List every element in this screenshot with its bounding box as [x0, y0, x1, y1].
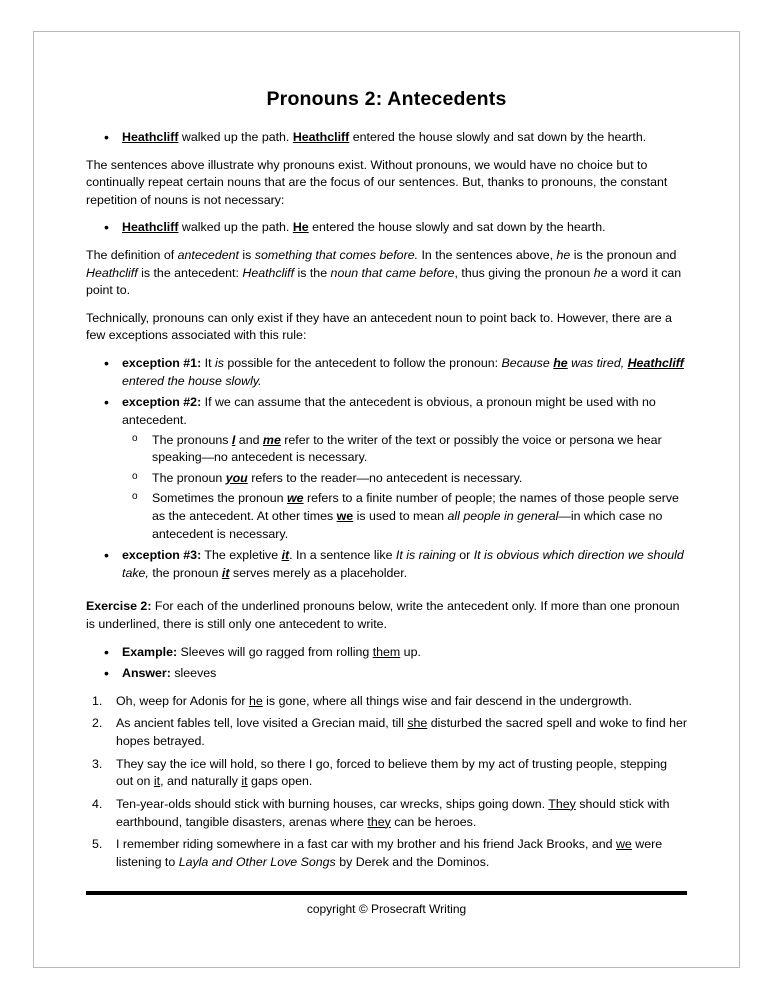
exception-3-text: exception #3: The expletive it. In a sentence like It is raining or It is obvious which direction we should take, the pronoun it serves merely as a placeholder.: [122, 548, 684, 580]
questions-list: [86, 693, 687, 871]
intro-bullet-list: [86, 129, 687, 147]
page-title: Pronouns 2: Antecedents: [266, 88, 507, 110]
list-item: As ancient fables tell, love visited a Grecian maid, till she disturbed the sacred spell and woke to find her hopes betrayed.: [116, 716, 687, 749]
list-item: [86, 129, 687, 147]
paragraph-1: The sentences above illustrate why pronouns exist. Without pronouns, we would have no choice but to continually repeat certain nouns that are the focus of our sentences. But, thanks to pronouns, the constant repetition of nouns is not necessary:: [86, 157, 668, 207]
list-item: o The pronouns I and me refer to the writer of the text or possibly the voice or persona we hear speaking—no antecedent is necessary.: [122, 432, 687, 467]
second-bullet-list: [86, 219, 687, 237]
intro-bullet-text: Heathcliff walked up the path. Heathcliff entered the house slowly and sat down by the hearth.: [122, 130, 647, 144]
list-item: [86, 355, 687, 390]
paragraph-2: The definition of antecedent is something that comes before. In the sentences above, he is the pronoun and Heathcliff is the antecedent: Heathcliff is the noun that came before, thus giving the pronoun he a word it can point to.: [86, 248, 682, 298]
list-item: o The pronoun you refers to the reader—no antecedent is necessary.: [122, 470, 687, 488]
exercise-instructions: Exercise 2: For each of the underlined pronouns below, write the antecedent only. If more than one pronoun is underlined, there is still only one antecedent to write.: [86, 599, 680, 632]
exception-1-text: exception #1: It is possible for the antecedent to follow the pronoun: Because he was tired, Heathcliff entered the house slowly.: [122, 356, 684, 388]
paragraph-3: Technically, pronouns can only exist if they have an antecedent noun to point back to. However, there are a few exceptions associated with this rule:: [86, 310, 672, 343]
copyright-footer: copyright © Prosecraft Writing: [306, 902, 467, 917]
list-item: • Answer: sleeves: [86, 665, 687, 683]
list-item: I remember riding somewhere in a fast car with my brother and his friend Jack Brooks, and we were listening to Layla and Other Love Songs by Derek and the Dominos.: [116, 837, 663, 869]
list-item: o Sometimes the pronoun we refers to a finite number of people; the names of those people serve as the antecedent. At other times we is used to mean all people in general—in which case no antecedent is necessary.: [122, 490, 687, 543]
footer-divider: [86, 891, 687, 895]
list-item: [86, 547, 687, 582]
list-item: Ten-year-olds should stick with burning houses, car wrecks, ships going down. They should stick with earthbound, tangible disasters, arenas where they can be heroes.: [116, 796, 670, 829]
list-item: [86, 394, 687, 543]
example-list: [86, 644, 687, 683]
list-item: They say the ice will hold, so there I go, forced to believe them by my act of trusting people, stepping out on it, and naturally it gaps open.: [116, 756, 667, 789]
second-bullet-text: Heathcliff walked up the path. He entered the house slowly and sat down by the hearth.: [122, 220, 606, 235]
worksheet-content: [34, 32, 739, 871]
list-item: [86, 219, 687, 237]
exception-2-text: exception #2: If we can assume that the antecedent is obvious, a pronoun might be used with no antecedent.: [122, 395, 656, 427]
list-item: Oh, weep for Adonis for he is gone, where all things wise and fair descend in the undergrowth.: [116, 693, 632, 708]
list-item: • Example: Sleeves will go ragged from rolling them up.: [86, 644, 687, 662]
exception-2-sublist: [122, 432, 687, 544]
worksheet-page: [33, 31, 740, 968]
exceptions-list: [86, 355, 687, 582]
